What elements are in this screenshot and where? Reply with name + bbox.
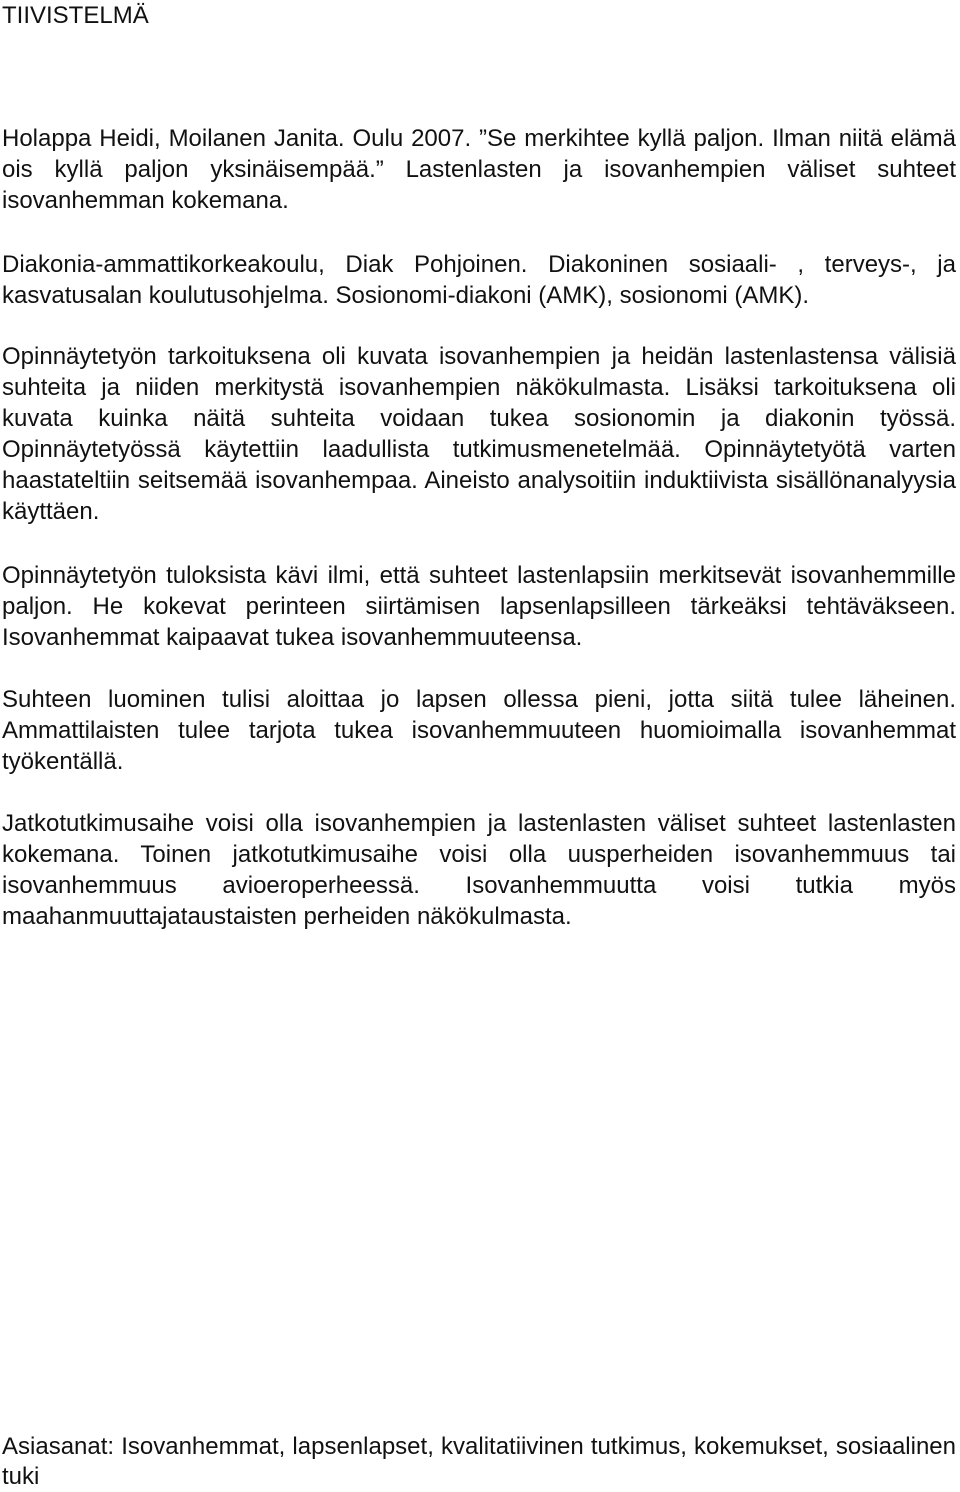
page-title: TIIVISTELMÄ (2, 2, 149, 29)
purpose-paragraph: Opinnäytetyön tarkoituksena oli kuvata isovanhempien ja heidän lastenlastensa välisiä suhteita ja niiden merkitystä isovanhempien näkökulmasta. Lisäksi tarkoituksena oli kuvata kuinka näitä suhteita voidaan tukea sosionomin ja diakonin työssä. Opinnäytetyössä käytettiin laadullista tutkimusmenetelmää. Opinnäytetyötä varten haastateltiin seitsemää isovanhempaa. Aineisto analysoitiin induktiivista sisällönanalyysia käyttäen. (2, 343, 956, 525)
conclusion-paragraph: Suhteen luominen tulisi aloittaa jo lapsen ollessa pieni, jotta siitä tulee läheinen. Ammattilaisten tulee tarjota tukea isovanhemmuuteen huomioimalla isovanhemmat työkentällä. (2, 686, 956, 775)
keywords-paragraph: Asiasanat: Isovanhemmat, lapsenlapset, kvalitatiivinen tutkimus, kokemukset, sosiaalinen tuki (2, 1433, 956, 1490)
results-paragraph: Opinnäytetyön tuloksista kävi ilmi, että suhteet lastenlapsiin merkitsevät isovanhemmille paljon. He kokevat perinteen siirtämisen lapsenlapsilleen tärkeäksi tehtäväkseen. Isovanhemmat kaipaavat tukea isovanhemmuuteensa. (2, 562, 956, 651)
citation-paragraph: Holappa Heidi, Moilanen Janita. Oulu 2007. ”Se merkihtee kyllä paljon. Ilman niitä elämä ois kyllä paljon yksinäisempää.” Lastenlasten ja isovanhempien väliset suhteet isovanhemman kokemana. (2, 125, 956, 214)
institution-paragraph: Diakonia-ammattikorkeakoulu, Diak Pohjoinen. Diakoninen sosiaali- , terveys-, ja kasvatusalan koulutusohjelma. Sosionomi-diakoni (AMK), sosionomi (AMK). (2, 251, 956, 309)
further-research-paragraph: Jatkotutkimusaihe voisi olla isovanhempien ja lastenlasten väliset suhteet lastenlasten kokemana. Toinen jatkotutkimusaihe voisi olla uusperheiden isovanhemmuus tai isovanhemmuus avioeroperheessä. Isovanhemmuutta voisi tutkia myös maahanmuuttajataustaisten perheiden näkökulmasta. (2, 810, 956, 930)
